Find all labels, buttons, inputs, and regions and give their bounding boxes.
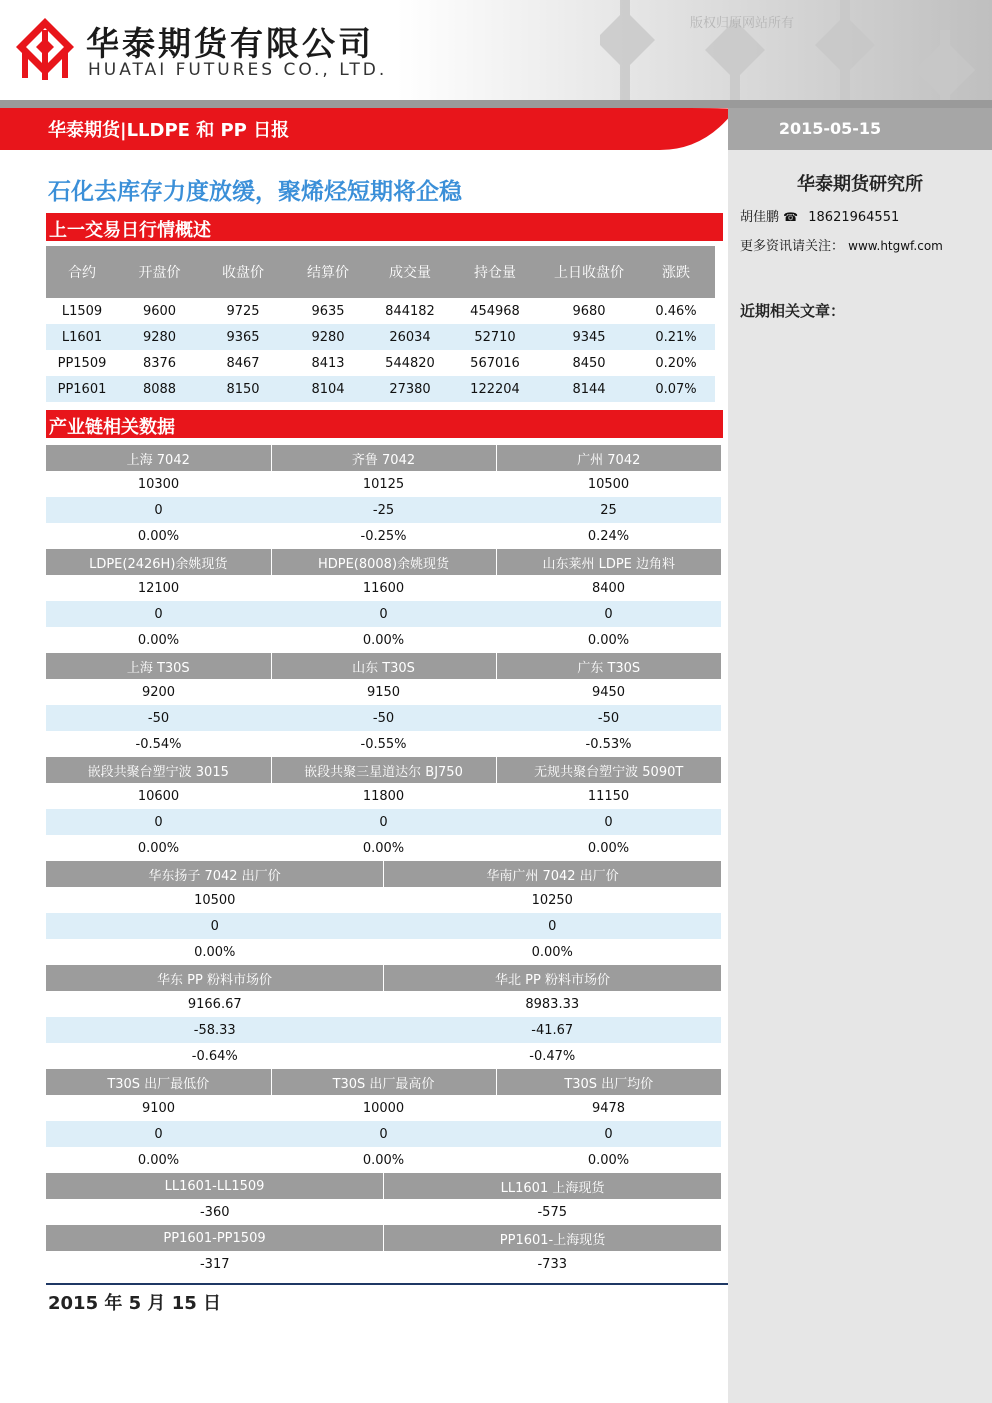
chain-header-row	[46, 965, 721, 991]
analyst-name: 胡佳鹏	[740, 210, 780, 225]
chain-header-row	[46, 1225, 721, 1251]
sidebar	[728, 150, 992, 1403]
chain-col-header: 齐鲁 7042	[271, 445, 496, 471]
table-cell: 544820	[385, 355, 435, 371]
chain-change-cell: 0	[496, 601, 721, 627]
chain-pct-cell: -0.53%	[585, 736, 632, 752]
report-date: 2015-05-15	[778, 119, 882, 138]
footer-date: 2015 年 5 月 15 日	[48, 1293, 222, 1314]
chain-change-cell: 0	[496, 1121, 721, 1147]
table-row	[46, 991, 721, 1017]
chain-change-cell: 0	[46, 809, 271, 835]
chain-price-cell: 11800	[362, 788, 405, 804]
chain-col-header: LL1601 上海现货	[384, 1173, 722, 1199]
chain-price-cell: -360	[199, 1204, 230, 1220]
table-cell: 52710	[449, 324, 541, 350]
table-cell: 0.07%	[637, 376, 715, 402]
section-header-market	[46, 213, 723, 241]
chain-price-cell: -575	[537, 1204, 567, 1220]
chain-price-cell: 10000	[362, 1100, 405, 1116]
table-cell: 9280	[118, 324, 201, 350]
chain-col-header: 华东 PP 粉料市场价	[46, 965, 384, 991]
chain-price-cell: 10125	[362, 476, 405, 492]
chain-col-header: 华南广州 7042 出厂价	[384, 861, 722, 887]
chain-pct-cell: 0.00%	[587, 632, 630, 648]
table-row	[46, 350, 715, 376]
chain-col-header: T30S 出厂最高价	[271, 1069, 496, 1095]
chain-change-cell: -50	[271, 705, 496, 731]
chain-pct-cell: 0.00%	[137, 632, 180, 648]
chain-pct-cell: 0.00%	[194, 944, 236, 960]
analyst-phone: 18621964551	[808, 210, 900, 225]
table-row	[46, 835, 721, 861]
table-cell: L1509	[61, 303, 103, 319]
chain-price-cell: 9450	[591, 684, 626, 700]
chain-col-header: 广东 T30S	[496, 653, 721, 679]
table-row	[46, 809, 721, 835]
chain-price-cell: 9478	[591, 1100, 626, 1116]
chain-change-cell: -25	[271, 497, 496, 523]
table-cell: L1601	[46, 324, 118, 350]
table-cell: PP1509	[57, 355, 107, 371]
table-row	[46, 324, 715, 350]
chain-pct-cell: 0.00%	[531, 944, 573, 960]
table-row	[46, 1147, 721, 1173]
chain-col-header: 山东莱州 LDPE 边角料	[496, 549, 721, 575]
chain-price-cell: 8983.33	[525, 996, 580, 1012]
chain-col-header: 华北 PP 粉料市场价	[384, 965, 722, 991]
chain-col-header: 上海 T30S	[46, 653, 271, 679]
chain-change-cell: -50	[496, 705, 721, 731]
chain-price-cell: 10600	[137, 788, 180, 804]
table-row	[46, 471, 721, 497]
table-row	[46, 1095, 721, 1121]
chain-pct-cell: -0.55%	[360, 736, 407, 752]
report-title: 华泰期货|LLDPE 和 PP 日报	[48, 120, 290, 141]
market-col-header: 成交量	[371, 246, 449, 298]
chain-header-row	[46, 653, 721, 679]
table-cell: 9635	[311, 303, 345, 319]
table-row	[46, 376, 715, 402]
table-cell: 9600	[142, 303, 177, 319]
chain-col-header: HDPE(8008)余姚现货	[271, 549, 496, 575]
table-cell: 9365	[201, 324, 285, 350]
market-col-header: 收盘价	[201, 246, 285, 298]
table-cell: 9280	[285, 324, 371, 350]
table-row	[46, 679, 721, 705]
table-cell: 0.21%	[637, 324, 715, 350]
table-row	[46, 627, 721, 653]
chain-change-cell: 0	[46, 497, 271, 523]
chain-change-cell: 0	[271, 601, 496, 627]
table-cell: 8104	[285, 376, 371, 402]
table-row	[46, 575, 721, 601]
chain-pct-cell: 0.00%	[137, 528, 180, 544]
chain-change-cell: 0	[271, 809, 496, 835]
chain-change-cell: 0	[46, 1121, 271, 1147]
chain-col-header: 山东 T30S	[271, 653, 496, 679]
chain-pct-cell: 0.00%	[137, 1152, 180, 1168]
table-row	[46, 913, 721, 939]
chain-pct-cell: 0.00%	[362, 840, 405, 856]
chain-price-cell: 10500	[194, 892, 236, 908]
section-title-market: 上一交易日行情概述	[49, 220, 211, 241]
chain-pct-cell: -0.47%	[529, 1048, 576, 1064]
chain-pct-cell: -0.64%	[191, 1048, 238, 1064]
market-table	[46, 246, 715, 402]
market-col-header: 开盘价	[118, 246, 201, 298]
chain-price-cell: 10500	[587, 476, 630, 492]
chain-price-cell: 9150	[366, 684, 401, 700]
table-cell: 27380	[371, 376, 449, 402]
institute-name: 华泰期货研究所	[797, 174, 923, 195]
chain-price-cell: 10300	[137, 476, 180, 492]
chain-change-cell: 0	[46, 913, 384, 939]
footer-divider	[46, 1283, 728, 1285]
table-cell: 8450	[572, 355, 606, 371]
recent-articles-heading: 近期相关文章：	[740, 302, 846, 320]
table-cell: 9680	[572, 303, 606, 319]
table-cell: 844182	[385, 303, 435, 319]
market-col-header: 结算价	[285, 246, 371, 298]
header-divider	[0, 100, 992, 108]
company-name-en: HUATAI FUTURES CO., LTD.	[88, 60, 388, 80]
chain-price-cell: 11150	[587, 788, 630, 804]
table-row	[46, 1121, 721, 1147]
section-title-chain: 产业链相关数据	[49, 417, 175, 438]
chain-pct-cell: 0.24%	[587, 528, 630, 544]
chain-col-header: PP1601-PP1509	[46, 1225, 384, 1251]
chain-pct-cell: 0.00%	[587, 840, 630, 856]
chain-change-cell: 25	[496, 497, 721, 523]
chain-change-cell: -41.67	[384, 1017, 722, 1043]
more-info	[740, 235, 943, 254]
chain-change-cell: 0	[271, 1121, 496, 1147]
table-row	[46, 1251, 721, 1277]
table-cell: 8150	[201, 376, 285, 402]
chain-header-row	[46, 1173, 721, 1199]
chain-header-row	[46, 757, 721, 783]
chain-change-cell: -58.33	[46, 1017, 384, 1043]
chain-price-cell: 9200	[141, 684, 176, 700]
chain-change-cell: 0	[384, 913, 722, 939]
chain-change-cell: 0	[496, 809, 721, 835]
chain-change-cell: -50	[46, 705, 271, 731]
watermark: 版权归原网站所有	[690, 16, 795, 31]
website-link[interactable]: www.htgwf.com	[848, 239, 943, 253]
market-col-header: 上日收盘价	[541, 246, 637, 298]
table-row	[46, 1199, 721, 1225]
chain-col-header: T30S 出厂最低价	[46, 1069, 271, 1095]
market-col-header: 涨跌	[637, 246, 715, 298]
chain-pct-cell: 0.00%	[362, 632, 405, 648]
table-cell: 0.46%	[655, 303, 697, 319]
table-row	[46, 1043, 721, 1069]
chain-table	[46, 445, 721, 1277]
chain-pct-cell: 0.00%	[587, 1152, 630, 1168]
table-row	[46, 523, 721, 549]
company-name-cn: 华泰期货有限公司	[86, 24, 374, 63]
chain-price-cell: -733	[537, 1256, 567, 1272]
table-cell: 26034	[371, 324, 449, 350]
chain-header-row	[46, 861, 721, 887]
table-cell: 122204	[449, 376, 541, 402]
market-col-header: 持仓量	[449, 246, 541, 298]
chain-price-cell: 12100	[137, 580, 180, 596]
chain-price-cell: -317	[199, 1256, 230, 1272]
market-header-row	[46, 246, 715, 298]
table-row	[46, 939, 721, 965]
chain-header-row	[46, 1069, 721, 1095]
chain-col-header: PP1601-上海现货	[384, 1225, 722, 1251]
table-row	[46, 497, 721, 523]
section-header-chain	[46, 410, 723, 438]
chain-price-cell: 9166.67	[187, 996, 242, 1012]
chain-header-row	[46, 445, 721, 471]
chain-col-header: 广州 7042	[496, 445, 721, 471]
more-info-label: 更多资讯请关注：	[740, 239, 845, 254]
chain-price-cell: 9100	[141, 1100, 176, 1116]
table-cell: 9725	[226, 303, 260, 319]
chain-col-header: 嵌段共聚三星道达尔 BJ750	[271, 757, 496, 783]
headline: 石化去库存力度放缓，聚烯烃短期将企稳	[48, 179, 462, 205]
table-row	[46, 731, 721, 757]
huatai-logo-icon	[14, 16, 76, 80]
chain-pct-cell: 0.00%	[362, 1152, 405, 1168]
table-row	[46, 887, 721, 913]
chain-col-header: 上海 7042	[46, 445, 271, 471]
table-cell: 567016	[470, 355, 520, 371]
table-cell: PP1601	[46, 376, 118, 402]
table-cell: 454968	[470, 303, 520, 319]
table-row	[46, 601, 721, 627]
table-cell: 0.20%	[655, 355, 697, 371]
table-row	[46, 705, 721, 731]
chain-change-cell: 0	[46, 601, 271, 627]
table-cell: 8413	[311, 355, 345, 371]
chain-col-header: 华东扬子 7042 出厂价	[46, 861, 384, 887]
chain-pct-cell: -0.54%	[135, 736, 182, 752]
chain-col-header: 嵌段共聚台塑宁波 3015	[46, 757, 271, 783]
chain-pct-cell: 0.00%	[137, 840, 180, 856]
table-cell: 9345	[541, 324, 637, 350]
chain-col-header: LDPE(2426H)余姚现货	[46, 549, 271, 575]
market-col-header: 合约	[46, 246, 118, 298]
analyst-contact	[740, 206, 899, 225]
chain-header-row	[46, 549, 721, 575]
table-row	[46, 783, 721, 809]
chain-price-cell: 11600	[362, 580, 405, 596]
table-cell: 8467	[226, 355, 260, 371]
table-row	[46, 1017, 721, 1043]
chain-price-cell: 8400	[591, 580, 626, 596]
table-cell: 8088	[118, 376, 201, 402]
chain-pct-cell: -0.25%	[360, 528, 407, 544]
table-row	[46, 298, 715, 324]
chain-col-header: 无规共聚台塑宁波 5090T	[496, 757, 721, 783]
table-cell: 8144	[541, 376, 637, 402]
chain-col-header: LL1601-LL1509	[46, 1173, 384, 1199]
chain-col-header: T30S 出厂均价	[496, 1069, 721, 1095]
table-cell: 8376	[142, 355, 177, 371]
chain-price-cell: 10250	[531, 892, 573, 908]
phone-icon: ☎	[783, 210, 799, 224]
header-decoration-icon	[600, 0, 992, 100]
